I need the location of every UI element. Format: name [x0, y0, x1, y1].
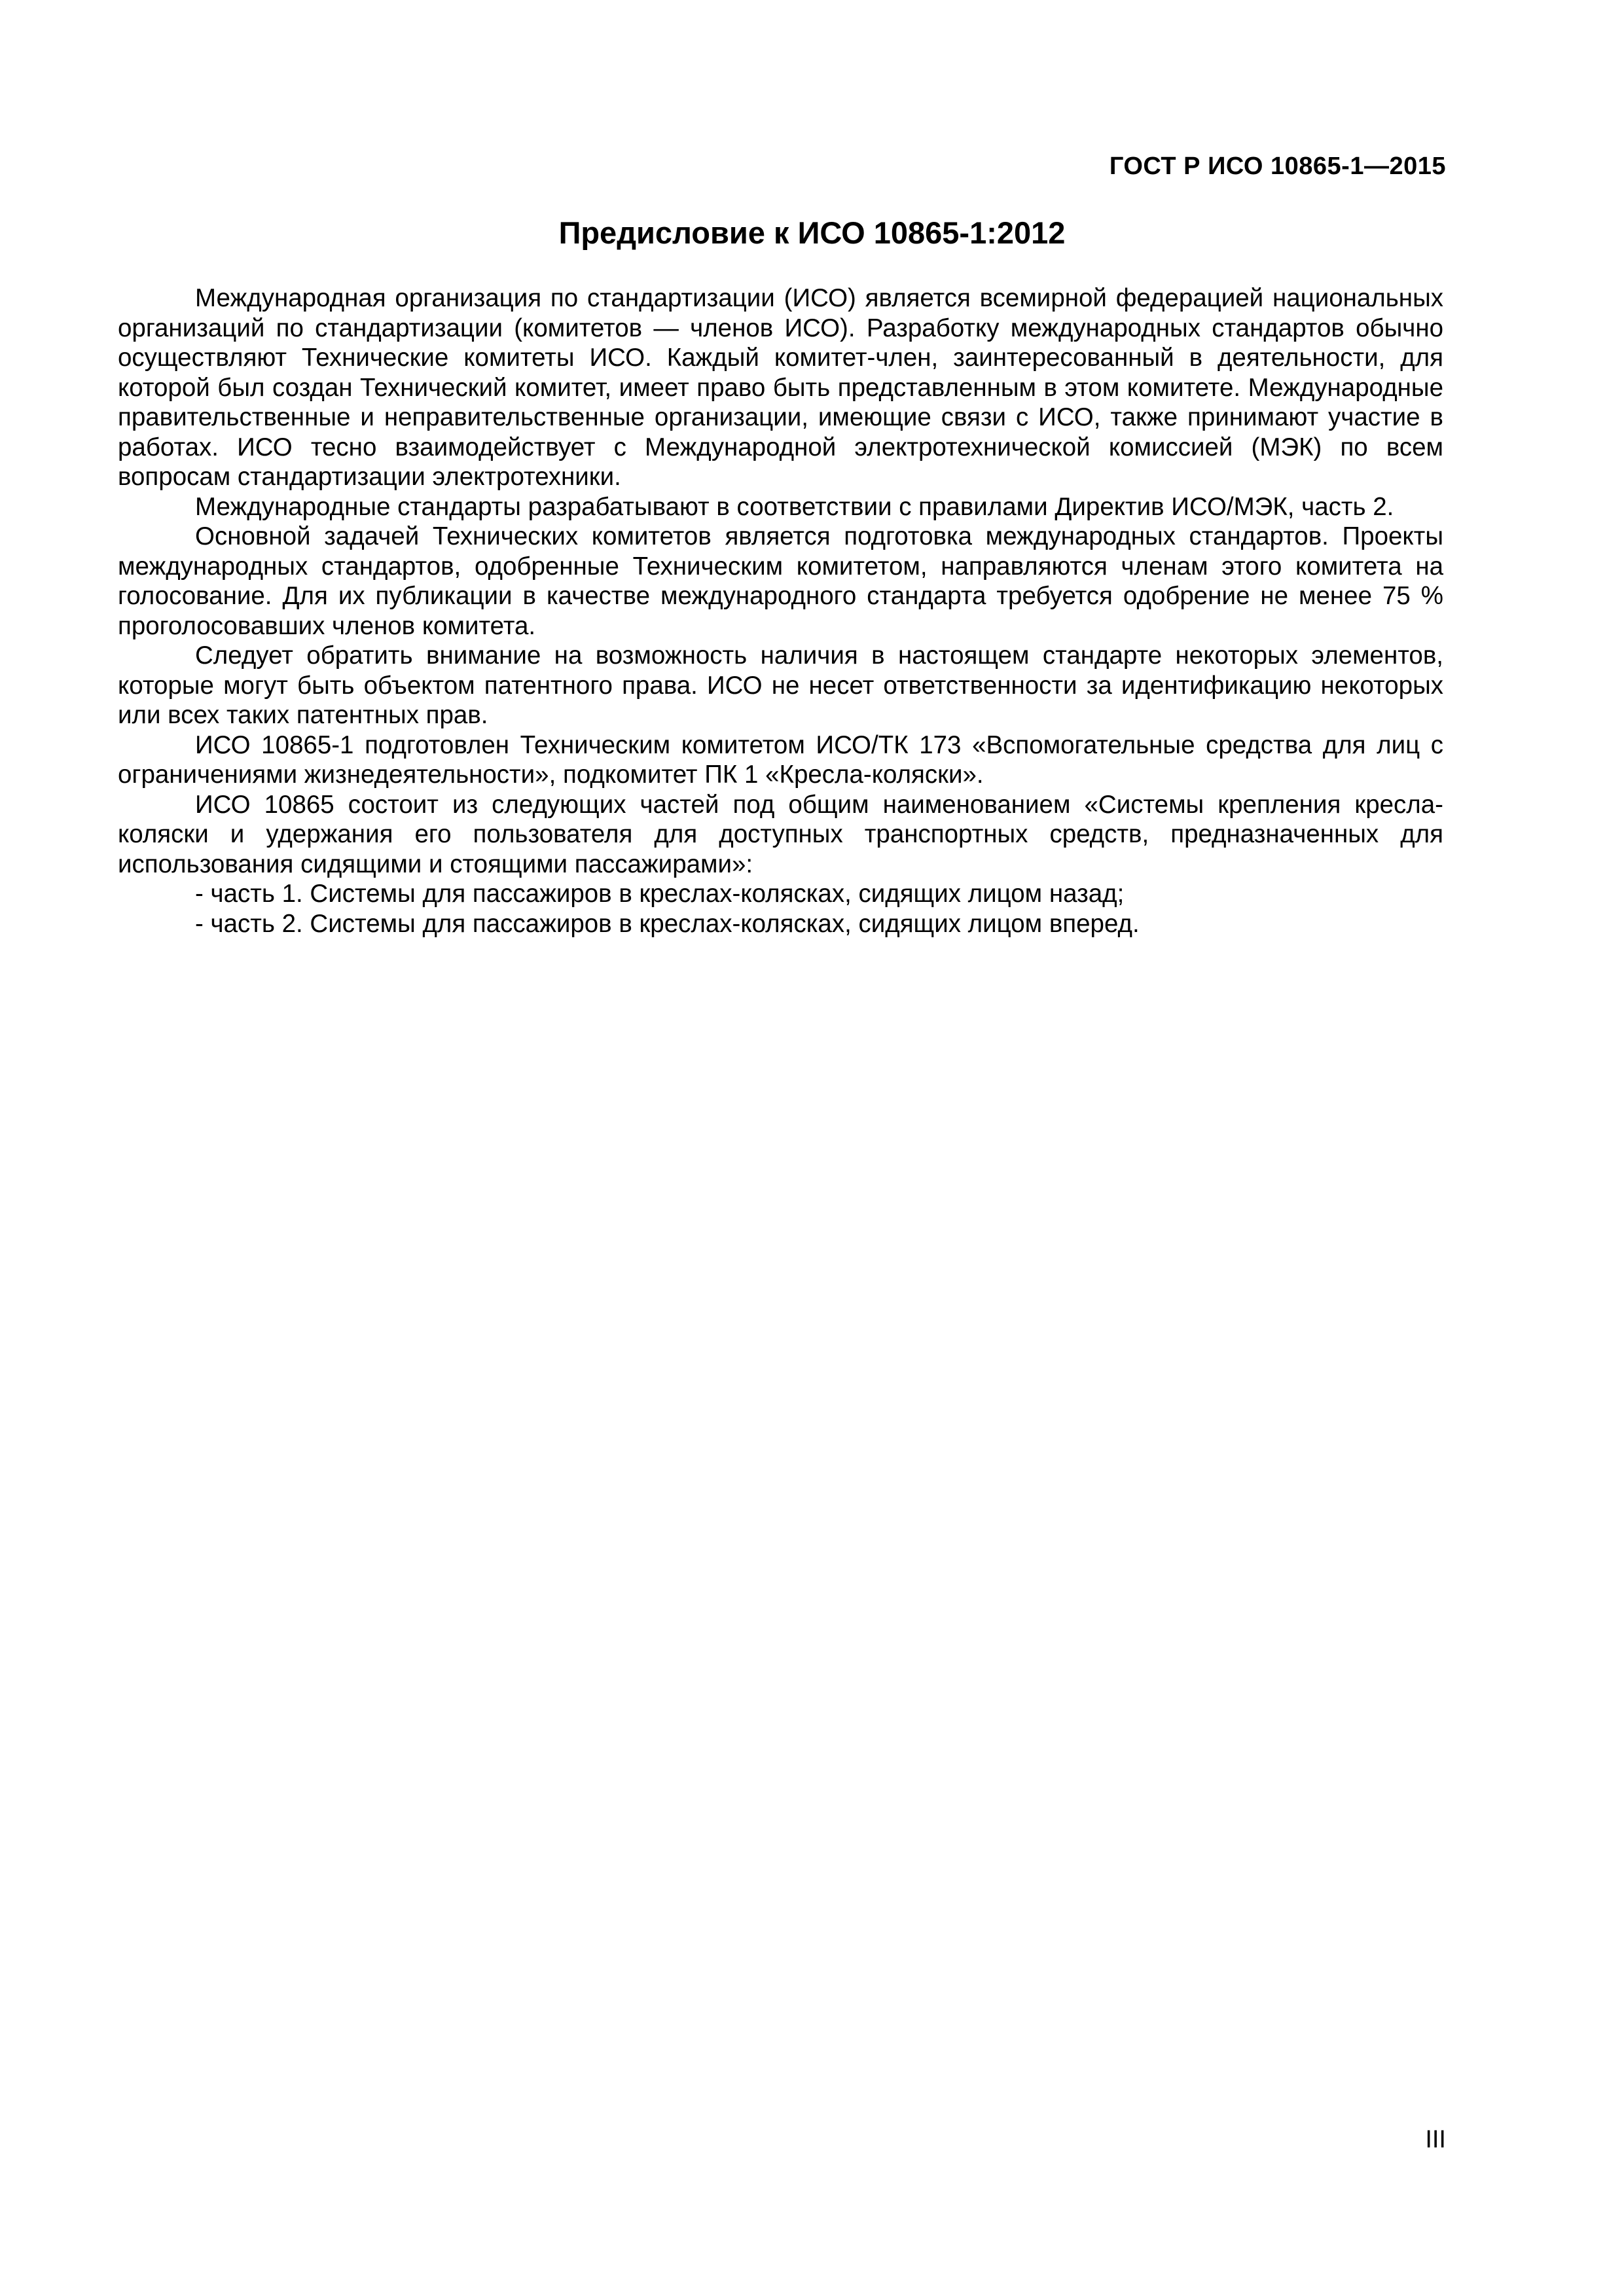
document-code: ГОСТ Р ИСО 10865-1—2015 [1109, 152, 1446, 180]
paragraph: Международные стандарты разрабатывают в соответствии с правилами Директив ИСО/МЭК, часть 2. [195, 492, 1394, 521]
body-text [118, 283, 1443, 939]
paragraph: ИСО 10865-1 подготовлен Техническим комитетом ИСО/ТК 173 «Вспомогательные средства для лиц с ограничениями жизнедеятельности», подкомитет ПК 1 «Кресла-коляски». [118, 730, 1443, 789]
paragraph: Следует обратить внимание на возможность наличия в настоящем стандарте некоторых элементов, которые могут быть объектом патентного права. ИСО не несет ответственности за идентификацию некоторых или всех таких патентных прав. [118, 641, 1443, 729]
paragraph: Международная организация по стандартизации (ИСО) является всемирной федерацией национальных организаций по стандартизации (комитетов — членов ИСО). Разработку международных стандартов обычно осуществляют Технические комитеты ИСО. Каждый комитет-член, заинтересованный в деятельности, для которой был создан Технический комитет, имеет право быть представленным в этом комитете. Международные правительственные и неправительственные организации, имеющие связи с ИСО, также принимают участие в работах. ИСО тесно взаимодействует с Международной электротехнической комиссией (МЭК) по всем вопросам стандартизации электротехники. [118, 284, 1443, 491]
paragraph: Основной задачей Технических комитетов является подготовка международных стандартов. Проекты международных стандартов, одобренные Техническим комитетом, направляются членам этого комитета на голосование. Для их публикации в качестве международного стандарта требуется одобрение не менее 75 % проголосовавших членов комитета. [118, 522, 1443, 640]
list-item: - часть 1. Системы для пассажиров в креслах-колясках, сидящих лицом назад; [195, 880, 1125, 908]
list-item: - часть 2. Системы для пассажиров в креслах-колясках, сидящих лицом вперед. [195, 909, 1140, 938]
paragraph: ИСО 10865 состоит из следующих частей под общим наименованием «Системы крепления кресла-коляски и удержания его пользователя для доступных транспортных средств, предназначенных для использования сидящими и стоящими пассажирами»: [118, 790, 1443, 878]
page-number: III [1425, 2126, 1446, 2153]
page-title: Предисловие к ИСО 10865-1:2012 [558, 215, 1066, 250]
